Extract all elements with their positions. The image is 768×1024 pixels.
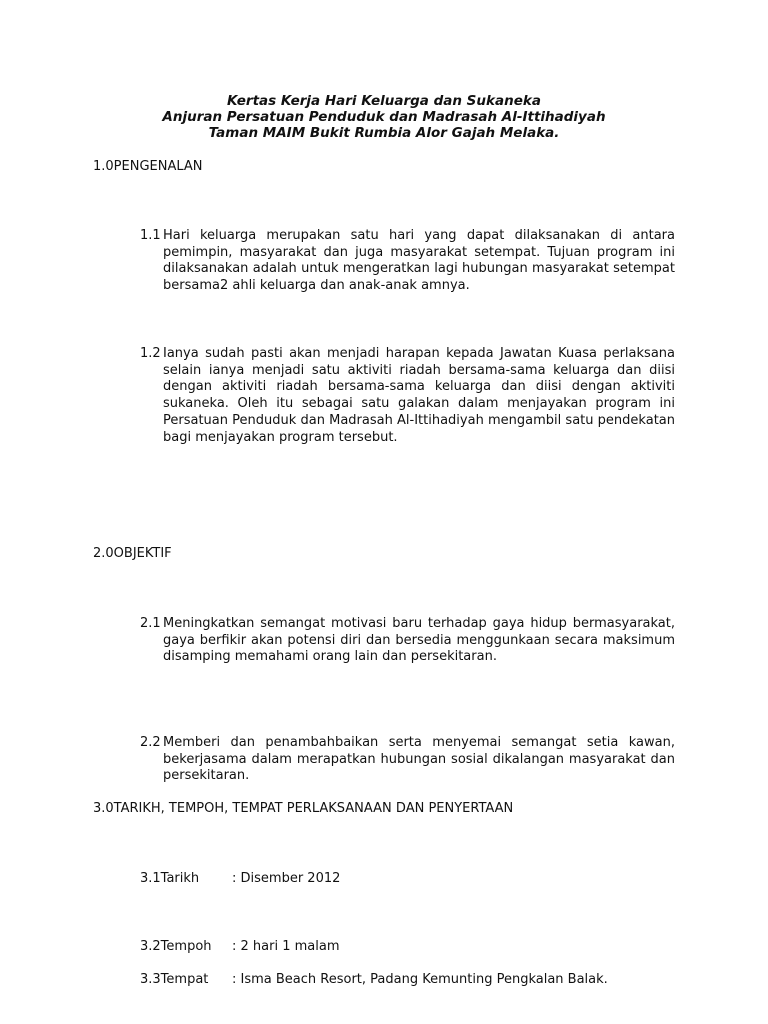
paragraph-number: 2.1: [140, 616, 161, 631]
detail-row-tempoh: [140, 939, 340, 955]
paragraph-text: Memberi dan penambahbaikan serta menyemai semangat setia kawan, bekerjasama dalam merapatkan hubungan sosial dikalangan masyarakat dan persekitaran.: [163, 735, 675, 784]
section-heading-pengenalan: 1.0PENGENALAN: [93, 159, 203, 174]
detail-label: 3.2Tempoh: [140, 939, 212, 954]
doc-title-line-1: Kertas Kerja Hari Keluarga dan Sukaneka: [227, 93, 541, 109]
section-heading-tarikh: 3.0TARIKH, TEMPOH, TEMPAT PERLAKSANAAN DAN PENYERTAAN: [93, 801, 514, 816]
doc-title-line-3: Taman MAIM Bukit Rumbia Alor Gajah Melaka.: [208, 125, 560, 141]
paragraph-number: 2.2: [140, 735, 161, 750]
paragraph-2-1: [140, 616, 675, 666]
section-heading-objektif: 2.0OBJEKTIF: [93, 546, 172, 561]
detail-label: 3.3Tempat: [140, 972, 209, 987]
doc-title-line-2: Anjuran Persatuan Penduduk dan Madrasah Al-Ittihadiyah: [162, 109, 606, 125]
detail-value: : Isma Beach Resort, Padang Kemunting Pengkalan Balak.: [232, 972, 608, 987]
paragraph-1-2: [140, 346, 675, 446]
paragraph-2-2: [140, 735, 675, 785]
detail-row-tarikh: [140, 871, 340, 887]
paragraph-number: 1.1: [140, 228, 161, 243]
paragraph-number: 1.2: [140, 346, 161, 361]
detail-row-tempat: [140, 972, 608, 988]
detail-value: : 2 hari 1 malam: [232, 939, 340, 954]
paragraph-text: Meningkatkan semangat motivasi baru terhadap gaya hidup bermasyarakat, gaya berfikir akan potensi diri dan bersedia menggunkaan secara maksimum disamping memahami orang lain dan persekitaran.: [163, 616, 675, 665]
detail-value: : Disember 2012: [232, 871, 341, 886]
paragraph-text: Ianya sudah pasti akan menjadi harapan kepada Jawatan Kuasa perlaksana selain ianya menjadi satu aktiviti riadah bersama-sama keluarga dan diisi dengan aktiviti riadah bersama-sama keluarga dan diisi dengan aktiviti sukaneka. Oleh itu sebagai satu galakan dalam menjayakan program ini Persatuan Penduduk dan Madrasah Al-Ittihadiyah mengambil satu pendekatan bagi menjayakan program tersebut.: [163, 346, 675, 445]
paragraph-1-1: [140, 228, 675, 295]
paragraph-text: Hari keluarga merupakan satu hari yang dapat dilaksanakan di antara pemimpin, masyarakat dan juga masyarakat setempat. Tujuan program ini dilaksanakan adalah untuk mengeratkan lagi hubungan masyarakat setempat bersama2 ahli keluarga dan anak-anak amnya.: [163, 228, 675, 294]
detail-label: 3.1Tarikh: [140, 871, 200, 886]
